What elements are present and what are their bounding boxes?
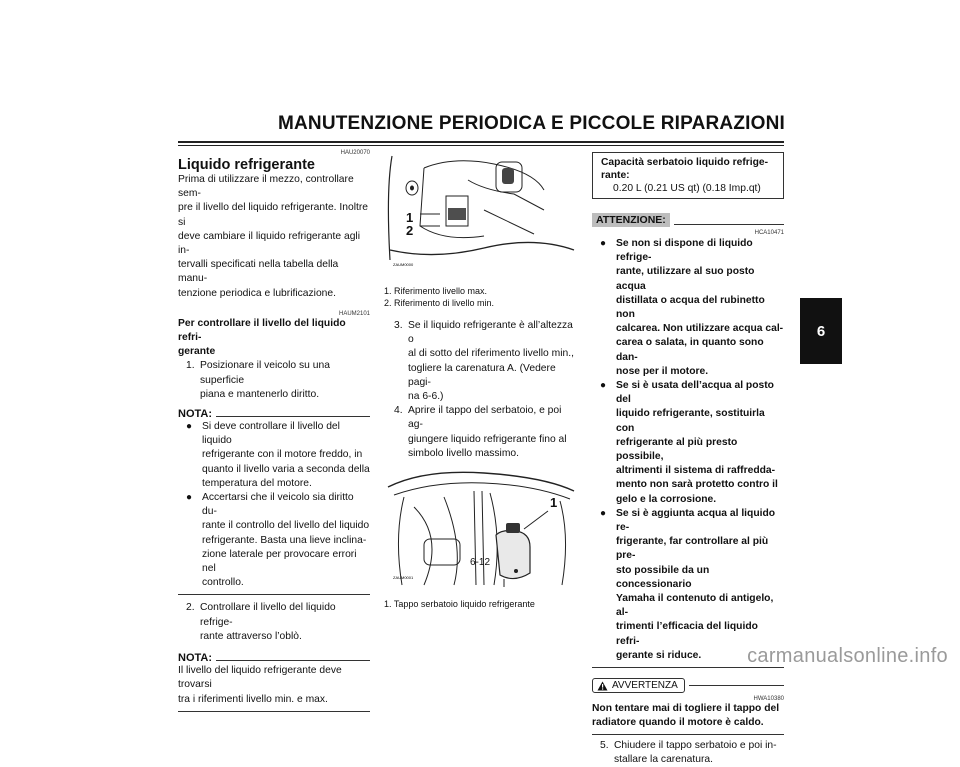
warning-code: HWA10380 [753,696,784,703]
section-heading: Liquido refrigerante [178,157,315,173]
chapter-tab: 6 [800,298,842,364]
header-rule-thin [178,145,784,146]
figure-1-captions: 1. Riferimento livello max. 2. Riferimento di livello min. [384,286,495,308]
warning-header [592,678,784,693]
step-3: 3. Se il liquido refrigerante è all’altezza o al di sotto del riferimento livello min., togliere la carenatura A. (Vedere pagi- na 6-6.) [394,320,574,403]
step-5: 5. Chiudere il tappo serbatoio e poi in- stallare la carenatura. [600,739,777,765]
subsection-heading: Per controllare il livello del liquido refri- gerante [178,317,346,358]
capacity-box: Capacità serbatoio liquido refrige- rante: 0.20 L (0.21 US qt) (0.18 Imp.qt) [592,152,784,199]
callout-1: 1 [550,495,558,511]
attention-header [592,213,784,227]
warning-end-rule [592,734,784,735]
section-code: HAU20070 [340,150,370,156]
right-column [592,152,784,767]
figure-2-caption: 1. Tappo serbatoio liquido refrigerante [384,599,535,610]
warning-text: Non tentare mai di togliere il tappo del radiatore quando il motore è caldo. [592,703,780,729]
nota-1-header: NOTA: [178,408,370,420]
nota-2-end-rule [178,711,370,712]
list-item: ● Si deve controllare il livello del liquido refrigerante con il motore freddo, in quanto il livello varia a seconda della temperatura del motore. [186,421,370,489]
page-title: MANUTENZIONE PERIODICA E PICCOLE RIPARAZIONI [277,113,785,134]
header-rule [178,141,784,143]
step-4: 4. Aprire il tappo del serbatoio, e poi ag- giungere liquido refrigerante fino al simbolo livello massimo. [394,405,567,459]
nota-2-header: NOTA: [178,652,370,664]
figure-code: ZAUM0001 [393,575,414,581]
list-item: ● Se si è usata dell’acqua al posto del liquido refrigerante, sostituirla con refrigerante al più presto possibile, altrimenti il sistema di raffredda- mento non sarà protetto contro il gelo e la corrosione. [600,380,778,505]
subsection-code: HAUM2101 [338,310,370,317]
attention-code: HCA10471 [754,230,784,236]
list-item: ● Accertarsi che il veicolo sia diritto du- rante il controllo del livello del liquido refrigerante. Basta una lieve inclina- zione laterale per provocare errori nel controllo. [186,492,370,589]
warning-label: AVVERTENZA [592,678,685,693]
coolant-cap-illustration [384,467,578,591]
nota-1-end-rule [178,594,370,595]
left-column [178,150,370,712]
middle-column [384,150,578,610]
figure-code: ZAUM0000 [393,262,414,267]
attention-label: ATTENZIONE: [592,213,670,227]
step-1: 1. Posizionare il veicolo su una superficie piana e mantenerlo diritto. [186,360,330,400]
callout-2: 2 [406,223,414,238]
nota-2-text: Il livello del liquido refrigerante deve trovarsi tra i riferimenti livello min. e max. [178,665,342,705]
attention-bullets [600,237,784,663]
list-item: ● Se non si dispone di liquido refrige- rante, utilizzare al suo posto acqua distillata o acqua del rubinetto non calcarea. Non utilizzare acqua cal- carea o salata, in quanto sono dan- nose per il motore. [600,238,784,377]
list-item: ● Se si è aggiunta acqua al liquido re- frigerante, far controllare al più pre- sto possibile da un concessionario Yamaha il contenuto di antigelo, al- trimenti l’efficacia del liquido refri- gerante si riduce. [600,507,776,661]
intro-paragraph: Prima di utilizzare il mezzo, controllare sem- pre il livello del liquido refrigerante. Inoltre si deve cambiare il liquido refrigerante agli in- tervalli specificati nella tabella della manu- tenzione periodica e lubrificazione. [178,174,369,299]
figure-2 [384,467,578,596]
page-number: 6-12 [469,557,490,568]
callout-1: 1 [406,210,414,225]
watermark: carmanualsonline.info [747,645,948,667]
step-2: 2. Controllare il livello del liquido refrige- rante attraverso l’oblò. [186,602,336,642]
warning-triangle-icon [597,681,608,691]
